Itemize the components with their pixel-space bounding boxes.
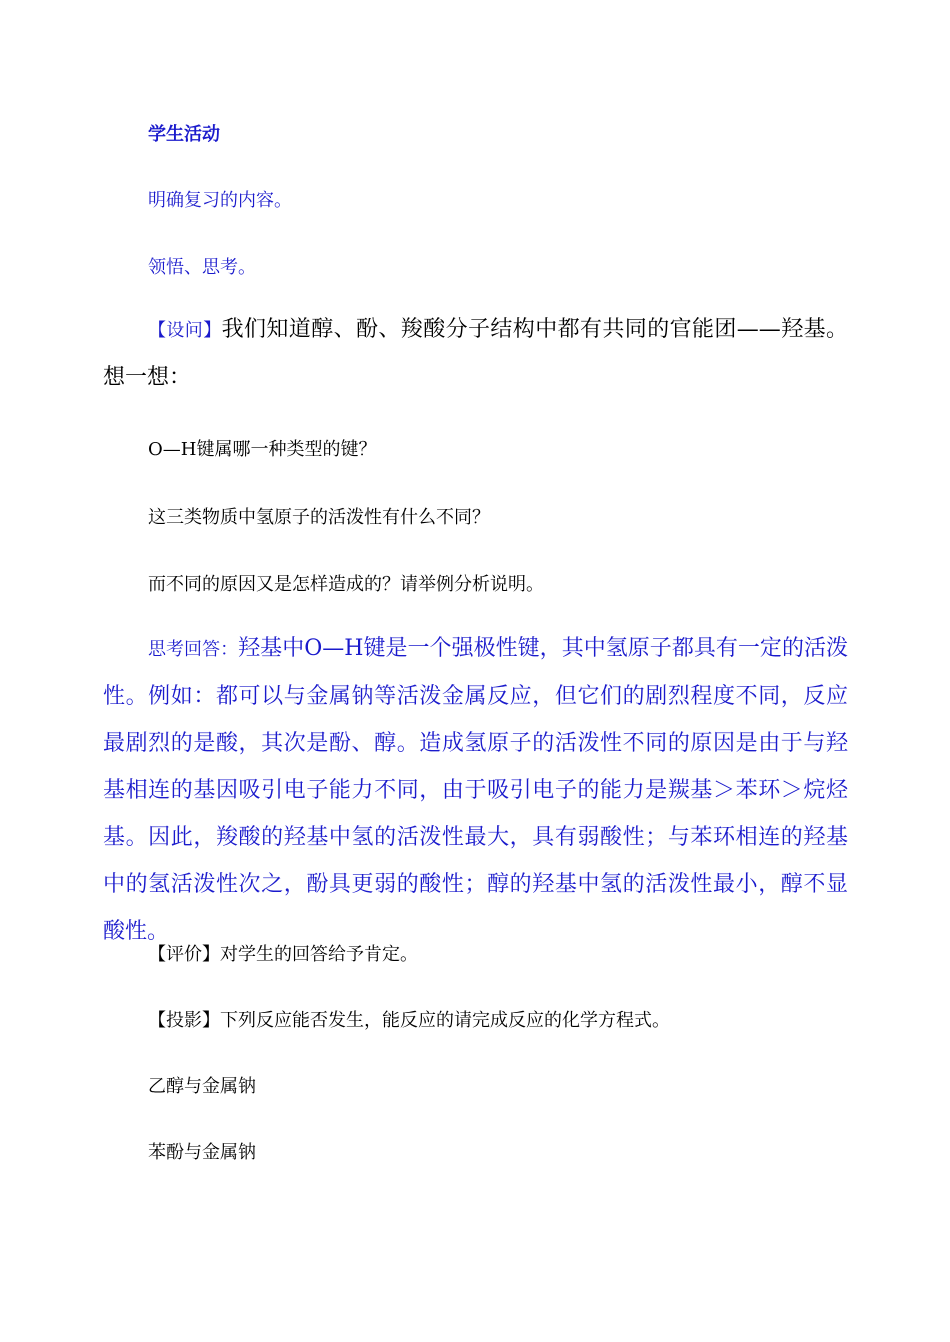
question-item: 而不同的原因又是怎样造成的？请举例分析说明。	[148, 574, 544, 595]
evaluation-tag: 【评价】	[148, 944, 220, 965]
reaction-item: 苯酚与金属钠	[148, 1142, 256, 1163]
reaction-item: 乙醇与金属钠	[148, 1076, 256, 1097]
activity-item: 领悟、思考。	[148, 257, 256, 278]
question-tag: 【设问】	[148, 320, 222, 341]
answer-paragraph	[103, 625, 848, 955]
question-item: 这三类物质中氢原子的活泼性有什么不同？	[148, 507, 490, 528]
question-text: 我们知道醇、酚、羧酸分子结构中都有共同的官能团——羟基。想一想：	[103, 317, 848, 390]
answer-lead: 思考回答：	[148, 639, 239, 660]
projection-line	[148, 1006, 670, 1032]
evaluation-text: 对学生的回答给予肯定。	[220, 944, 418, 965]
question-item: O—H键属哪一种类型的键？	[148, 439, 377, 460]
evaluation-line	[148, 940, 418, 966]
answer-text: 羟基中O—H键是一个强极性键，其中氢原子都具有一定的活泼性。例如：都可以与金属钠等活泼金属反应，但它们的剧烈程度不同，反应最剧烈的是酸，其次是酚、醇。造成氢原子的活泼性不同的原因是由于与羟基相连的基因吸引电子能力不同，由于吸引电子的能力是羰基＞苯环＞烷烃基。因此，羧酸的羟基中氢的活泼性最大，具有弱酸性；与苯环相连的羟基中的氢活泼性次之，酚具更弱的酸性；醇的羟基中氢的活泼性最小，醇不显酸性。	[103, 636, 849, 944]
question-paragraph	[103, 306, 848, 401]
projection-text: 下列反应能否发生，能反应的请完成反应的化学方程式。	[220, 1010, 670, 1031]
activity-item: 明确复习的内容。	[148, 190, 292, 211]
projection-tag: 【投影】	[148, 1010, 220, 1031]
section-heading: 学生活动	[148, 124, 220, 145]
